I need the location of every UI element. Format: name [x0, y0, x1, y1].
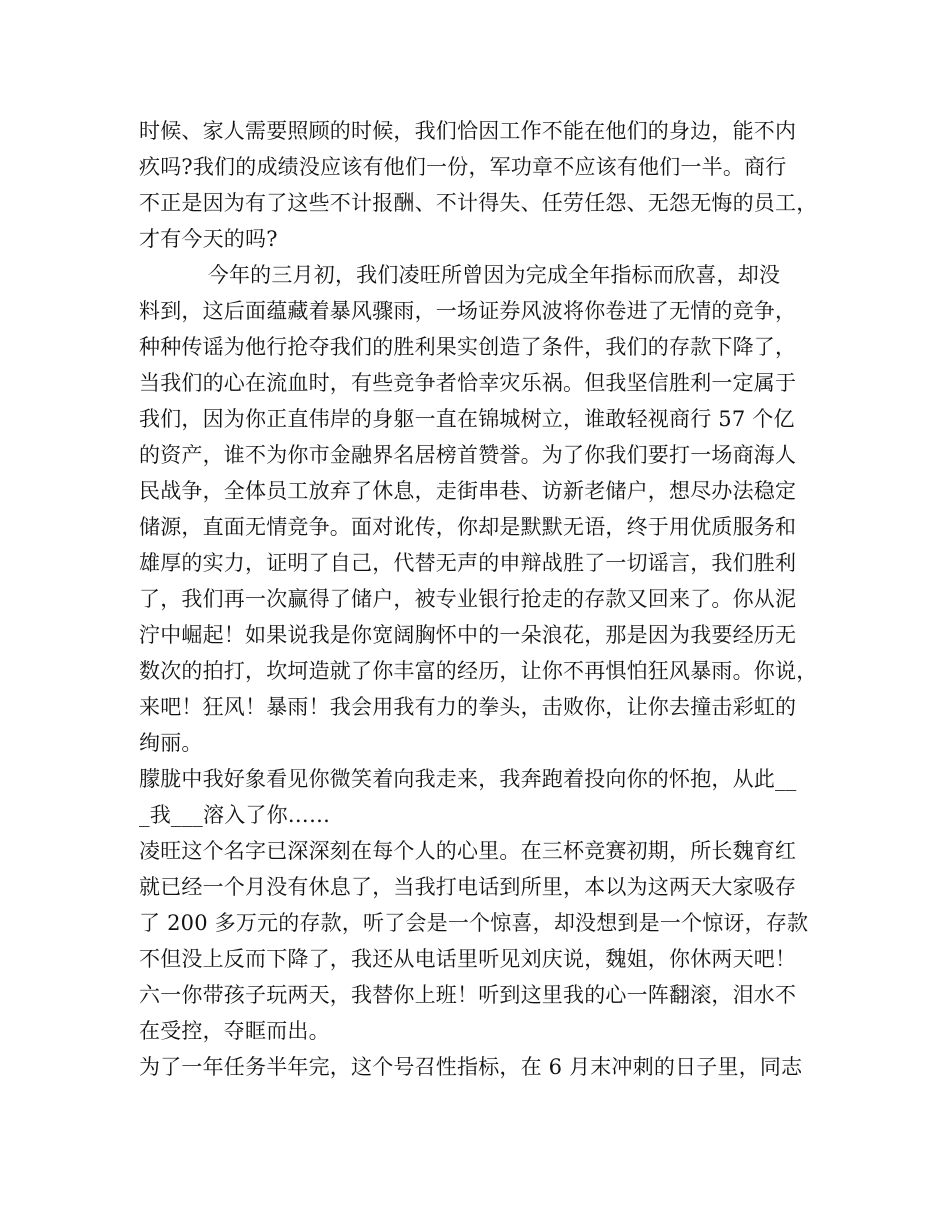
text-line: 为了一年任务半年完，这个号召性指标，在 6 月末冲刺的日子里，同志 — [139, 1055, 803, 1079]
text-line: 来吧！狂风！暴雨！我会用我有力的拳头，击败你，让你去撞击彩虹的 — [139, 695, 797, 719]
document-body — [139, 113, 819, 1085]
text-line: 民战争，全体员工放弃了休息，走街串巷、访新老储户，想尽办法稳定 — [139, 479, 797, 503]
text-line: 种种传谣为他行抢夺我们的胜利果实创造了条件，我们的存款下降了， — [139, 335, 797, 359]
text-line: 绚丽。 — [139, 731, 203, 755]
text-line: 数次的拍打，坎坷造就了你丰富的经历，让你不再惧怕狂风暴雨。你说， — [139, 659, 818, 683]
text-line: 泞中崛起！如果说我是你宽阔胸怀中的一朵浪花，那是因为我要经历无 — [139, 623, 797, 647]
text-line: 储源，直面无情竞争。面对讹传，你却是默默无语，终于用优质服务和 — [139, 515, 797, 539]
text-line: 雄厚的实力，证明了自己，代替无声的申辩战胜了一切谣言，我们胜利 — [139, 551, 797, 575]
text-line: 凌旺这个名字已深深刻在每个人的心里。在三杯竞赛初期，所长魏育红 — [139, 839, 797, 863]
text-line: 不但没上反而下降了，我还从电话里听见刘庆说，魏姐，你休两天吧！ — [139, 947, 797, 971]
paragraph-5 — [139, 1049, 819, 1085]
text-line: _我___溶入了你…… — [139, 803, 331, 827]
paragraph-2 — [139, 257, 819, 761]
text-line: 了 200 多万元的存款，听了会是一个惊喜，却没想到是一个惊讶，存款 — [139, 911, 809, 935]
paragraph-1 — [139, 113, 819, 257]
text-line: 了，我们再一次赢得了储户，被专业银行抢走的存款又回来了。你从泥 — [139, 587, 797, 611]
text-line: 当我们的心在流血时，有些竞争者恰幸灾乐祸。但我坚信胜利一定属于 — [139, 371, 797, 395]
text-line: 的资产，谁不为你市金融界名居榜首赞誉。为了你我们要打一场商海人 — [139, 443, 797, 467]
text-line: 料到，这后面蕴藏着暴风骤雨，一场证券风波将你卷进了无情的竞争， — [139, 299, 797, 323]
paragraph-4 — [139, 833, 819, 1049]
text-line: 就已经一个月没有休息了，当我打电话到所里，本以为这两天大家吸存 — [139, 875, 797, 899]
text-line: 时候、家人需要照顾的时候，我们恰因工作不能在他们的身边，能不内 — [139, 119, 797, 143]
text-line: 才有今天的吗? — [139, 227, 278, 251]
text-line: 不正是因为有了这些不计报酬、不计得失、任劳任怨、无怨无悔的员工， — [139, 191, 818, 215]
text-line: 在受控，夺眶而出。 — [139, 1019, 330, 1043]
text-line: 朦胧中我好象看见你微笑着向我走来，我奔跑着投向你的怀抱，从此__ — [139, 767, 797, 791]
paragraph-3 — [139, 761, 819, 833]
text-line: 六一你带孩子玩两天，我替你上班！听到这里我的心一阵翻滚，泪水不 — [139, 983, 797, 1007]
text-line: 今年的三月初，我们凌旺所曾因为完成全年指标而欣喜，却没 — [139, 263, 781, 287]
text-line: 疚吗?我们的成绩没应该有他们一份，军功章不应该有他们一半。商行 — [139, 155, 787, 179]
text-line: 我们，因为你正直伟岸的身躯一直在锦城树立，谁敢轻视商行 57 个亿 — [139, 407, 795, 431]
